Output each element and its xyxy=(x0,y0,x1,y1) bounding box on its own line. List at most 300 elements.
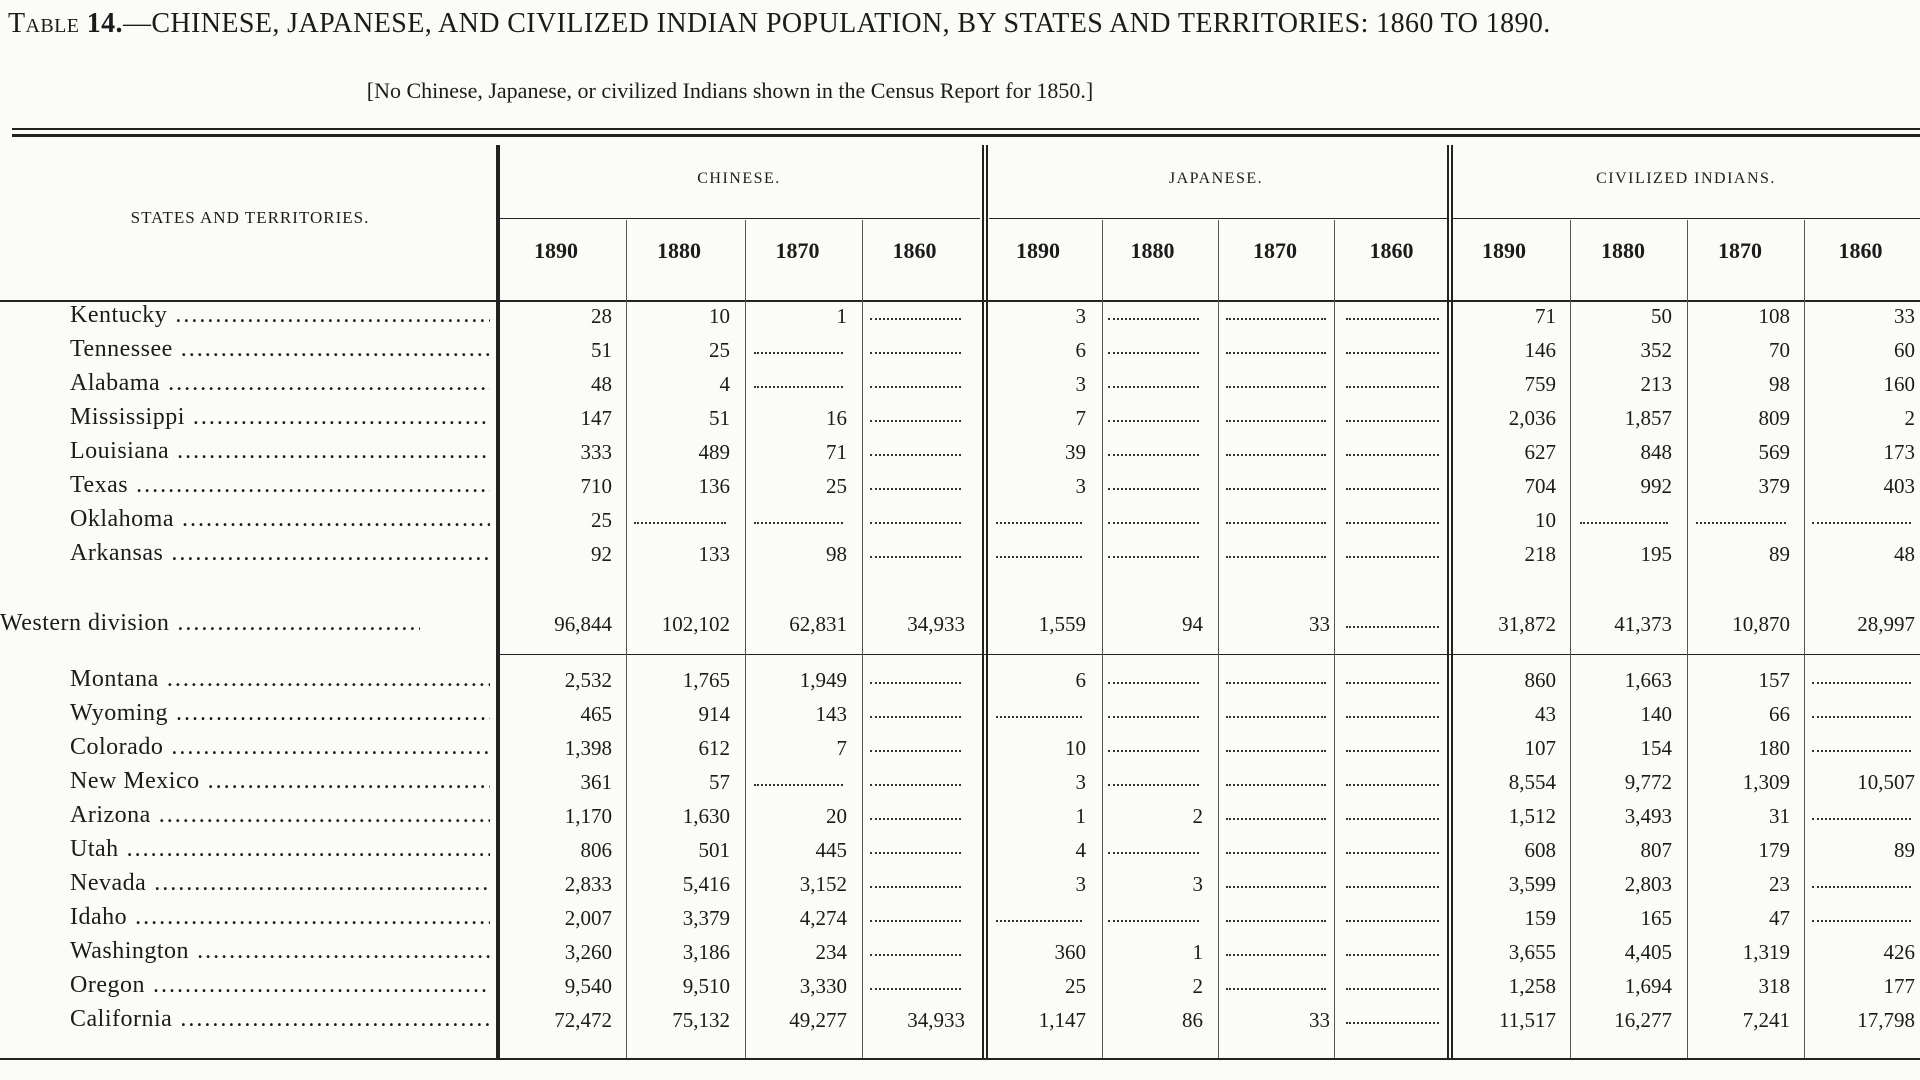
value-cell: 48 xyxy=(591,372,612,396)
blank-cell xyxy=(870,978,961,990)
value-cell: 43 xyxy=(1535,702,1556,726)
value-cell: 180 xyxy=(1758,736,1790,760)
value-cell: 71 xyxy=(826,440,847,464)
division-rule xyxy=(498,654,1920,655)
blank-cell xyxy=(1108,672,1199,684)
blank-cell xyxy=(870,478,961,490)
table-row xyxy=(0,334,1920,368)
column-rule xyxy=(626,220,627,1058)
value-cell: 51 xyxy=(591,338,612,362)
table-row xyxy=(0,834,1920,868)
state-name: Washington ..... xyxy=(70,938,490,965)
blank-cell xyxy=(870,774,961,786)
value-cell: 4 xyxy=(1075,838,1086,862)
value-cell: 1 xyxy=(836,304,847,328)
value-cell: 92 xyxy=(591,542,612,566)
value-cell: 47 xyxy=(1769,906,1790,930)
value-cell: 16 xyxy=(826,406,847,430)
state-name: Louisiana ..... xyxy=(70,438,490,465)
state-name: Mississippi ..... xyxy=(70,404,490,431)
blank-cell xyxy=(870,910,961,922)
blank-cell xyxy=(1812,672,1911,684)
value-cell: 4,274 xyxy=(799,906,847,930)
state-name: California ..... xyxy=(70,1006,490,1033)
value-cell: 2,036 xyxy=(1508,406,1556,430)
blank-cell xyxy=(1226,706,1326,718)
value-cell: 2 xyxy=(1904,406,1915,430)
blank-cell xyxy=(870,376,961,388)
blank-cell xyxy=(754,376,843,388)
blank-cell xyxy=(1108,910,1199,922)
blank-cell xyxy=(1226,478,1326,490)
value-cell: 9,510 xyxy=(682,974,730,998)
blank-cell xyxy=(1346,910,1439,922)
blank-cell xyxy=(1226,308,1326,320)
state-name: Idaho ..... xyxy=(70,904,490,931)
state-name: Utah ..... xyxy=(70,836,490,863)
value-cell: 234 xyxy=(815,940,847,964)
value-cell: 16,277 xyxy=(1614,1008,1672,1032)
group-header-civilized-indians: CIVILIZED INDIANS. xyxy=(1596,170,1776,187)
column-rule xyxy=(1218,220,1219,1058)
blank-cell xyxy=(1108,478,1199,490)
value-cell: 501 xyxy=(698,838,730,862)
blank-cell xyxy=(1226,444,1326,456)
value-cell: 1,694 xyxy=(1624,974,1672,998)
value-cell: 2,833 xyxy=(564,872,612,896)
value-cell: 759 xyxy=(1524,372,1556,396)
value-cell: 25 xyxy=(591,508,612,532)
division-name: Western division ..... xyxy=(0,610,420,637)
value-cell: 2,803 xyxy=(1624,872,1672,896)
blank-cell xyxy=(870,546,961,558)
table-row xyxy=(0,538,1920,572)
value-cell: 98 xyxy=(826,542,847,566)
year-header-japanese-1860: 1860 xyxy=(1369,238,1414,263)
blank-cell xyxy=(1346,706,1439,718)
blank-cell xyxy=(1226,740,1326,752)
table-row xyxy=(0,868,1920,902)
blank-cell xyxy=(996,546,1082,558)
column-rule xyxy=(1447,145,1449,1058)
value-cell: 2 xyxy=(1192,804,1203,828)
value-cell: 4 xyxy=(719,372,730,396)
value-cell: 89 xyxy=(1894,838,1915,862)
value-cell: 94 xyxy=(1182,612,1203,636)
value-cell: 1,147 xyxy=(1038,1008,1086,1032)
value-cell: 7,241 xyxy=(1742,1008,1790,1032)
column-rule xyxy=(745,220,746,1058)
state-name: Montana ..... xyxy=(70,666,490,693)
value-cell: 1,949 xyxy=(799,668,847,692)
blank-cell xyxy=(1346,808,1439,820)
value-cell: 23 xyxy=(1769,872,1790,896)
year-header-chinese-1880: 1880 xyxy=(657,238,701,263)
blank-cell xyxy=(1346,842,1439,854)
year-header-indians-1890: 1890 xyxy=(1482,238,1526,263)
blank-cell xyxy=(1226,842,1326,854)
blank-cell xyxy=(996,512,1082,524)
value-cell: 403 xyxy=(1883,474,1915,498)
blank-cell xyxy=(1108,774,1199,786)
table-title xyxy=(8,8,1912,40)
value-cell: 9,772 xyxy=(1624,770,1672,794)
value-cell: 71 xyxy=(1535,304,1556,328)
value-cell: 33 xyxy=(1309,1008,1330,1032)
value-cell: 10 xyxy=(1065,736,1086,760)
value-cell: 1,512 xyxy=(1508,804,1556,828)
value-cell: 710 xyxy=(580,474,612,498)
blank-cell xyxy=(996,706,1082,718)
year-header-japanese-1880: 1880 xyxy=(1130,238,1175,263)
blank-cell xyxy=(870,740,961,752)
value-cell: 1,309 xyxy=(1742,770,1790,794)
top-rule-second xyxy=(12,134,1920,137)
blank-cell xyxy=(1108,546,1199,558)
value-cell: 465 xyxy=(580,702,612,726)
blank-cell xyxy=(1346,546,1439,558)
table-row xyxy=(0,368,1920,402)
blank-cell xyxy=(1226,342,1326,354)
year-header-indians-1860: 1860 xyxy=(1838,238,1883,263)
group-rule-chinese xyxy=(498,218,980,219)
value-cell: 57 xyxy=(709,770,730,794)
value-cell: 9,540 xyxy=(564,974,612,998)
value-cell: 352 xyxy=(1640,338,1672,362)
column-rule xyxy=(1334,220,1335,1058)
blank-cell xyxy=(1108,376,1199,388)
value-cell: 75,132 xyxy=(672,1008,730,1032)
blank-cell xyxy=(1226,876,1326,888)
value-cell: 333 xyxy=(580,440,612,464)
blank-cell xyxy=(870,308,961,320)
top-rule xyxy=(12,128,1920,130)
value-cell: 41,373 xyxy=(1614,612,1672,636)
value-cell: 31 xyxy=(1769,804,1790,828)
table-row xyxy=(0,300,1920,334)
value-cell: 992 xyxy=(1640,474,1672,498)
blank-cell xyxy=(1226,910,1326,922)
value-cell: 627 xyxy=(1524,440,1556,464)
blank-cell xyxy=(1226,410,1326,422)
state-name: Colorado ..... xyxy=(70,734,490,761)
value-cell: 173 xyxy=(1883,440,1915,464)
value-cell: 379 xyxy=(1758,474,1790,498)
blank-cell xyxy=(1226,944,1326,956)
value-cell: 89 xyxy=(1769,542,1790,566)
value-cell: 1,630 xyxy=(682,804,730,828)
blank-cell xyxy=(1346,616,1439,628)
value-cell: 33 xyxy=(1894,304,1915,328)
value-cell: 361 xyxy=(580,770,612,794)
value-cell: 809 xyxy=(1758,406,1790,430)
blank-cell xyxy=(754,774,843,786)
value-cell: 195 xyxy=(1640,542,1672,566)
blank-cell xyxy=(1108,342,1199,354)
blank-cell xyxy=(1226,546,1326,558)
table-row xyxy=(0,436,1920,470)
value-cell: 3 xyxy=(1075,872,1086,896)
value-cell: 20 xyxy=(826,804,847,828)
blank-cell xyxy=(1346,672,1439,684)
table-row xyxy=(0,664,1920,698)
blank-cell xyxy=(1346,774,1439,786)
blank-cell xyxy=(1812,740,1911,752)
blank-cell xyxy=(1108,512,1199,524)
value-cell: 179 xyxy=(1758,838,1790,862)
column-rule xyxy=(1570,220,1571,1058)
column-rule xyxy=(1804,220,1805,1058)
state-name: Alabama ..... xyxy=(70,370,490,397)
blank-cell xyxy=(1226,512,1326,524)
table-row xyxy=(0,902,1920,936)
value-cell: 136 xyxy=(698,474,730,498)
state-name: Oklahoma ..... xyxy=(70,506,490,533)
table-row xyxy=(0,1004,1920,1038)
value-cell: 25 xyxy=(1065,974,1086,998)
value-cell: 25 xyxy=(826,474,847,498)
blank-cell xyxy=(1346,944,1439,956)
value-cell: 10,507 xyxy=(1857,770,1915,794)
table-title-lead: Table xyxy=(8,8,80,39)
blank-cell xyxy=(1226,376,1326,388)
value-cell: 25 xyxy=(709,338,730,362)
value-cell: 807 xyxy=(1640,838,1672,862)
table-row xyxy=(0,970,1920,1004)
value-cell: 1,319 xyxy=(1742,940,1790,964)
value-cell: 33 xyxy=(1309,612,1330,636)
blank-cell xyxy=(1108,740,1199,752)
blank-cell xyxy=(1346,512,1439,524)
value-cell: 140 xyxy=(1640,702,1672,726)
value-cell: 426 xyxy=(1883,940,1915,964)
value-cell: 28 xyxy=(591,304,612,328)
value-cell: 6 xyxy=(1075,338,1086,362)
table-row xyxy=(0,402,1920,436)
value-cell: 3 xyxy=(1075,770,1086,794)
value-cell: 98 xyxy=(1769,372,1790,396)
value-cell: 3,260 xyxy=(564,940,612,964)
blank-cell xyxy=(1346,876,1439,888)
value-cell: 3,186 xyxy=(682,940,730,964)
group-rule-japanese xyxy=(989,218,1447,219)
blank-cell xyxy=(1580,512,1668,524)
blank-cell xyxy=(1108,706,1199,718)
blank-cell xyxy=(1696,512,1786,524)
blank-cell xyxy=(1346,478,1439,490)
blank-cell xyxy=(1812,808,1911,820)
blank-cell xyxy=(870,944,961,956)
value-cell: 860 xyxy=(1524,668,1556,692)
value-cell: 3 xyxy=(1075,474,1086,498)
value-cell: 3,330 xyxy=(799,974,847,998)
division-row xyxy=(0,608,1920,642)
blank-cell xyxy=(1346,740,1439,752)
value-cell: 1,765 xyxy=(682,668,730,692)
value-cell: 10 xyxy=(1535,508,1556,532)
column-rule xyxy=(1451,145,1453,1058)
table-row xyxy=(0,698,1920,732)
value-cell: 34,933 xyxy=(907,1008,965,1032)
value-cell: 1 xyxy=(1075,804,1086,828)
value-cell: 1,559 xyxy=(1038,612,1086,636)
blank-cell xyxy=(870,512,961,524)
value-cell: 10,870 xyxy=(1732,612,1790,636)
value-cell: 3,655 xyxy=(1508,940,1556,964)
year-header-indians-1870: 1870 xyxy=(1718,238,1762,263)
value-cell: 318 xyxy=(1758,974,1790,998)
state-name: Arizona ..... xyxy=(70,802,490,829)
blank-cell xyxy=(1346,444,1439,456)
group-header-chinese: CHINESE. xyxy=(697,170,781,187)
table-row xyxy=(0,732,1920,766)
value-cell: 66 xyxy=(1769,702,1790,726)
value-cell: 4,405 xyxy=(1624,940,1672,964)
value-cell: 146 xyxy=(1524,338,1556,362)
value-cell: 1 xyxy=(1192,940,1203,964)
value-cell: 1,398 xyxy=(564,736,612,760)
blank-cell xyxy=(870,808,961,820)
value-cell: 160 xyxy=(1883,372,1915,396)
state-name: Kentucky ..... xyxy=(70,302,490,329)
value-cell: 1,663 xyxy=(1624,668,1672,692)
year-header-japanese-1870: 1870 xyxy=(1253,238,1297,263)
value-cell: 60 xyxy=(1894,338,1915,362)
table-row xyxy=(0,800,1920,834)
blank-cell xyxy=(1108,410,1199,422)
blank-cell xyxy=(1346,410,1439,422)
value-cell: 108 xyxy=(1758,304,1790,328)
value-cell: 2 xyxy=(1192,974,1203,998)
blank-cell xyxy=(996,910,1082,922)
value-cell: 1,258 xyxy=(1508,974,1556,998)
blank-cell xyxy=(870,444,961,456)
value-cell: 143 xyxy=(815,702,847,726)
value-cell: 608 xyxy=(1524,838,1556,862)
value-cell: 17,798 xyxy=(1857,1008,1915,1032)
blank-cell xyxy=(1346,978,1439,990)
value-cell: 914 xyxy=(698,702,730,726)
blank-cell xyxy=(870,842,961,854)
column-rule xyxy=(982,145,984,1058)
blank-cell xyxy=(1812,910,1911,922)
table-row xyxy=(0,936,1920,970)
column-rule xyxy=(1687,220,1688,1058)
value-cell: 7 xyxy=(836,736,847,760)
year-header-chinese-1860: 1860 xyxy=(892,238,937,263)
blank-cell xyxy=(634,512,726,524)
value-cell: 159 xyxy=(1524,906,1556,930)
column-rule xyxy=(986,145,988,1058)
blank-cell xyxy=(1108,444,1199,456)
table-row xyxy=(0,470,1920,504)
blank-cell xyxy=(1108,308,1199,320)
blank-cell xyxy=(870,410,961,422)
blank-cell xyxy=(870,672,961,684)
blank-cell xyxy=(1346,1012,1439,1024)
value-cell: 49,277 xyxy=(789,1008,847,1032)
blank-cell xyxy=(1226,978,1326,990)
blank-cell xyxy=(1226,808,1326,820)
blank-cell xyxy=(1108,842,1199,854)
blank-cell xyxy=(754,512,843,524)
year-header-chinese-1870: 1870 xyxy=(775,238,820,263)
blank-cell xyxy=(754,342,843,354)
value-cell: 3,493 xyxy=(1624,804,1672,828)
column-rule xyxy=(1102,220,1103,1058)
value-cell: 1,857 xyxy=(1624,406,1672,430)
value-cell: 360 xyxy=(1054,940,1086,964)
value-cell: 86 xyxy=(1182,1008,1203,1032)
value-cell: 102,102 xyxy=(661,612,730,636)
value-cell: 147 xyxy=(580,406,612,430)
value-cell: 848 xyxy=(1640,440,1672,464)
value-cell: 612 xyxy=(698,736,730,760)
blank-cell xyxy=(1812,876,1911,888)
value-cell: 28,997 xyxy=(1857,612,1915,636)
value-cell: 806 xyxy=(580,838,612,862)
value-cell: 445 xyxy=(815,838,847,862)
value-cell: 3 xyxy=(1075,304,1086,328)
state-name: New Mexico ..... xyxy=(70,768,490,795)
value-cell: 34,933 xyxy=(907,612,965,636)
group-rule-indians xyxy=(1452,218,1920,219)
value-cell: 8,554 xyxy=(1508,770,1556,794)
table-row xyxy=(0,504,1920,538)
value-cell: 10 xyxy=(709,304,730,328)
value-cell: 70 xyxy=(1769,338,1790,362)
state-name: Tennessee ..... xyxy=(70,336,490,363)
group-header-japanese: JAPANESE. xyxy=(1168,170,1264,187)
state-name: Oregon ..... xyxy=(70,972,490,999)
value-cell: 569 xyxy=(1758,440,1790,464)
blank-cell xyxy=(1346,376,1439,388)
value-cell: 3,599 xyxy=(1508,872,1556,896)
bottom-rule xyxy=(0,1058,1920,1060)
state-name: Wyoming ..... xyxy=(70,700,490,727)
blank-cell xyxy=(1226,672,1326,684)
value-cell: 50 xyxy=(1651,304,1672,328)
value-cell: 3,379 xyxy=(682,906,730,930)
blank-cell xyxy=(1226,774,1326,786)
value-cell: 62,831 xyxy=(789,612,847,636)
value-cell: 107 xyxy=(1524,736,1556,760)
value-cell: 133 xyxy=(698,542,730,566)
value-cell: 2,007 xyxy=(564,906,612,930)
state-name: Nevada ..... xyxy=(70,870,490,897)
column-rule xyxy=(498,145,500,1058)
value-cell: 177 xyxy=(1883,974,1915,998)
value-cell: 31,872 xyxy=(1498,612,1556,636)
year-header-chinese-1890: 1890 xyxy=(534,238,578,263)
blank-cell xyxy=(1812,512,1911,524)
blank-cell xyxy=(870,706,961,718)
state-name: Texas ..... xyxy=(70,472,490,499)
column-rule xyxy=(862,220,863,1058)
value-cell: 51 xyxy=(709,406,730,430)
table-note: [No Chinese, Japanese, or civilized Indians shown in the Census Report for 1850.] xyxy=(366,78,1094,103)
blank-cell xyxy=(1812,706,1911,718)
value-cell: 154 xyxy=(1640,736,1672,760)
year-header-indians-1880: 1880 xyxy=(1601,238,1645,263)
value-cell: 5,416 xyxy=(682,872,730,896)
value-cell: 3 xyxy=(1075,372,1086,396)
value-cell: 2,532 xyxy=(564,668,612,692)
value-cell: 6 xyxy=(1075,668,1086,692)
blank-cell xyxy=(870,876,961,888)
table-title-text: —CHINESE, JAPANESE, AND CIVILIZED INDIAN POPULATION, BY STATES AND TERRITORIES: 1860 TO 1890. xyxy=(122,8,1551,39)
value-cell: 7 xyxy=(1075,406,1086,430)
